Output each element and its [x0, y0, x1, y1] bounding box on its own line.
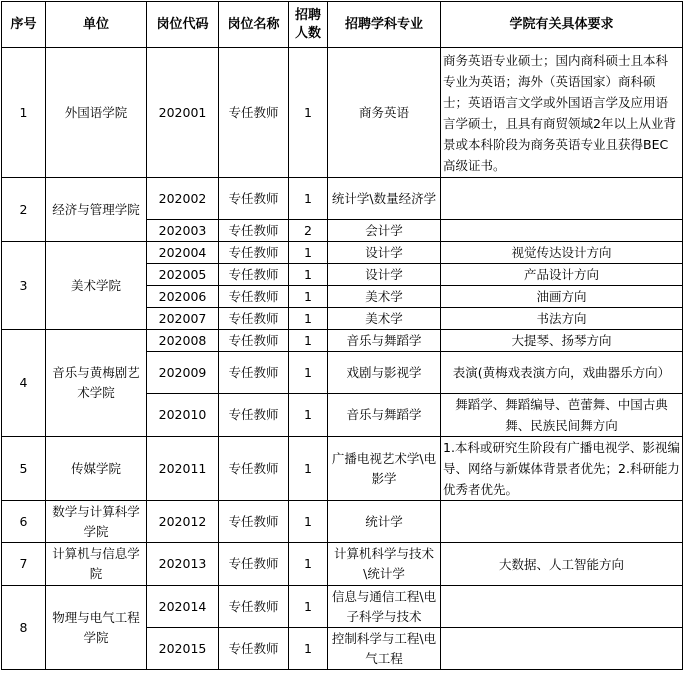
cell-major: 控制科学与工程\电气工程: [328, 628, 441, 670]
table-row: [2, 437, 683, 501]
cell-unit: 计算机与信息学院: [46, 543, 147, 586]
table-row: [2, 543, 683, 586]
cell-major: 设计学: [328, 264, 441, 286]
cell-name: 专任教师: [219, 220, 289, 242]
cell-req: 产品设计方向: [441, 264, 683, 286]
cell-count: 1: [289, 286, 328, 308]
cell-seq: 5: [2, 437, 46, 501]
cell-count: 1: [289, 543, 328, 586]
header-count: 招聘人数: [289, 2, 328, 48]
cell-req: [441, 178, 683, 220]
cell-major: 音乐与舞蹈学: [328, 394, 441, 437]
cell-code: 202010: [147, 394, 219, 437]
cell-code: 202001: [147, 48, 219, 178]
cell-name: 专任教师: [219, 242, 289, 264]
cell-code: 202009: [147, 352, 219, 394]
cell-req: [441, 586, 683, 628]
cell-code: 202015: [147, 628, 219, 670]
cell-major: 计算机科学与技术\统计学: [328, 543, 441, 586]
cell-name: 专任教师: [219, 178, 289, 220]
table-row: [2, 48, 683, 178]
table-row: [2, 330, 683, 352]
header-row: [2, 2, 683, 48]
cell-code: 202006: [147, 286, 219, 308]
cell-code: 202007: [147, 308, 219, 330]
cell-count: 1: [289, 501, 328, 543]
table-row: [2, 178, 683, 220]
cell-name: 专任教师: [219, 501, 289, 543]
cell-name: 专任教师: [219, 308, 289, 330]
cell-major: 美术学: [328, 286, 441, 308]
cell-name: 专任教师: [219, 437, 289, 501]
cell-seq: 8: [2, 586, 46, 670]
cell-major: 会计学: [328, 220, 441, 242]
cell-code: 202003: [147, 220, 219, 242]
cell-req: 舞蹈学、舞蹈编导、芭蕾舞、中国古典舞、民族民间舞方向: [441, 394, 683, 437]
table-row: [2, 501, 683, 543]
cell-count: 1: [289, 308, 328, 330]
cell-unit: 传媒学院: [46, 437, 147, 501]
cell-count: 1: [289, 628, 328, 670]
cell-name: 专任教师: [219, 628, 289, 670]
cell-major: 统计学\数量经济学: [328, 178, 441, 220]
cell-count: 1: [289, 242, 328, 264]
cell-major: 音乐与舞蹈学: [328, 330, 441, 352]
cell-name: 专任教师: [219, 543, 289, 586]
cell-count: 1: [289, 352, 328, 394]
header-req: 学院有关具体要求: [441, 2, 683, 48]
cell-req: [441, 501, 683, 543]
cell-unit: 音乐与黄梅剧艺术学院: [46, 330, 147, 437]
recruitment-table: [1, 1, 683, 670]
cell-req: [441, 628, 683, 670]
header-name: 岗位名称: [219, 2, 289, 48]
cell-unit: 美术学院: [46, 242, 147, 330]
cell-req: 商务英语专业硕士；国内商科硕士且本科专业为英语；海外（英语国家）商科硕士；英语语言文学或外国语言学及应用语言学硕士，且具有商贸领域2年以上从业背景或本科阶段为商务英语专业且获得BEC高级证书。: [441, 48, 683, 178]
cell-code: 202014: [147, 586, 219, 628]
cell-name: 专任教师: [219, 586, 289, 628]
cell-code: 202008: [147, 330, 219, 352]
header-code: 岗位代码: [147, 2, 219, 48]
cell-major: 信息与通信工程\电子科学与技术: [328, 586, 441, 628]
cell-req: 书法方向: [441, 308, 683, 330]
header-major: 招聘学科专业: [328, 2, 441, 48]
cell-count: 2: [289, 220, 328, 242]
cell-req: 视觉传达设计方向: [441, 242, 683, 264]
table-row: [2, 242, 683, 264]
cell-major: 统计学: [328, 501, 441, 543]
cell-name: 专任教师: [219, 48, 289, 178]
cell-req: 油画方向: [441, 286, 683, 308]
cell-count: 1: [289, 394, 328, 437]
cell-name: 专任教师: [219, 286, 289, 308]
cell-major: 商务英语: [328, 48, 441, 178]
cell-count: 1: [289, 178, 328, 220]
cell-req: 1.本科或研究生阶段有广播电视学、影视编导、网络与新媒体背景者优先；2.科研能力优秀者优先。: [441, 437, 683, 501]
cell-major: 广播电视艺术学\电影学: [328, 437, 441, 501]
cell-code: 202004: [147, 242, 219, 264]
cell-seq: 7: [2, 543, 46, 586]
cell-code: 202012: [147, 501, 219, 543]
cell-name: 专任教师: [219, 264, 289, 286]
cell-seq: 1: [2, 48, 46, 178]
cell-count: 1: [289, 330, 328, 352]
cell-code: 202002: [147, 178, 219, 220]
cell-code: 202013: [147, 543, 219, 586]
cell-major: 美术学: [328, 308, 441, 330]
cell-req: 大提琴、扬琴方向: [441, 330, 683, 352]
cell-req: 大数据、人工智能方向: [441, 543, 683, 586]
table-row: [2, 586, 683, 628]
cell-name: 专任教师: [219, 394, 289, 437]
cell-count: 1: [289, 586, 328, 628]
cell-seq: 4: [2, 330, 46, 437]
header-seq: 序号: [2, 2, 46, 48]
cell-unit: 物理与电气工程学院: [46, 586, 147, 670]
cell-code: 202005: [147, 264, 219, 286]
cell-unit: 经济与管理学院: [46, 178, 147, 242]
cell-req: 表演(黄梅戏表演方向，戏曲器乐方向）: [441, 352, 683, 394]
cell-unit: 数学与计算科学学院: [46, 501, 147, 543]
cell-count: 1: [289, 437, 328, 501]
cell-req: [441, 220, 683, 242]
cell-major: 戏剧与影视学: [328, 352, 441, 394]
cell-unit: 外国语学院: [46, 48, 147, 178]
cell-count: 1: [289, 264, 328, 286]
cell-name: 专任教师: [219, 330, 289, 352]
cell-seq: 3: [2, 242, 46, 330]
cell-major: 设计学: [328, 242, 441, 264]
cell-code: 202011: [147, 437, 219, 501]
cell-name: 专任教师: [219, 352, 289, 394]
cell-seq: 2: [2, 178, 46, 242]
header-unit: 单位: [46, 2, 147, 48]
cell-count: 1: [289, 48, 328, 178]
cell-seq: 6: [2, 501, 46, 543]
